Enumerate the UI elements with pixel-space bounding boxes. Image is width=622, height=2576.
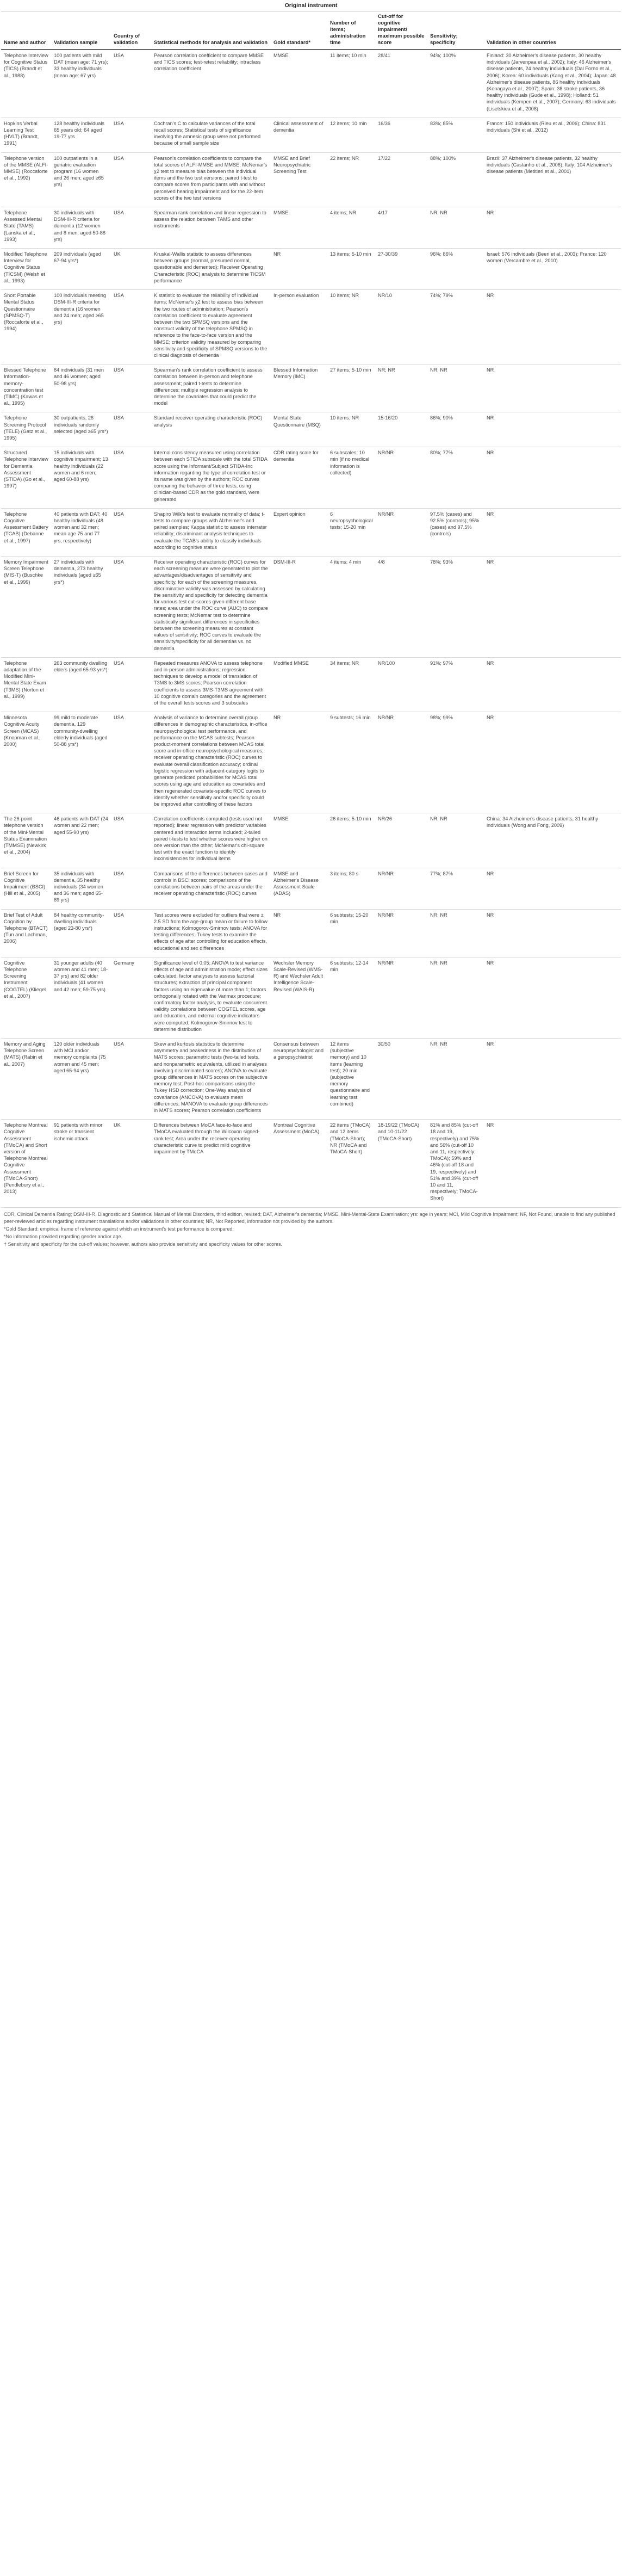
table-cell: Modified Telephone Interview for Cognitive Status (TICSM) (Welsh et al., 1993) bbox=[1, 249, 51, 290]
table-cell: Significance level of 0.05; ANOVA to test variance effects of age and administration mode; effect sizes calculated; factor analyses to assess factorial structures; extraction of principal component factors using an eigenvalue of more than 1; factors orthogonally rotated with the Varimax procedure; confirmatory factor analysis, to evaluate concurrent validity correlations between COGTEL scores, age and education, and external cognitive indicators were computed; Kolmogorov-Smirnov test to determine distribution bbox=[151, 957, 271, 1038]
table-row bbox=[1, 118, 621, 152]
table-row bbox=[1, 657, 621, 712]
table-cell: 16/36 bbox=[375, 118, 427, 152]
table-cell: NR/10 bbox=[375, 290, 427, 365]
table-cell: NR; NR bbox=[427, 365, 484, 412]
table-body bbox=[1, 50, 621, 1207]
table-cell: 97.5% (cases) and 92.5% (controls); 95% (cases) and 97.5% (controls) bbox=[427, 508, 484, 556]
table-cell: France: 150 individuals (Rieu et al., 2006); China: 831 individuals (Shi et al., 2012) bbox=[484, 118, 621, 152]
table-cell: USA bbox=[111, 50, 151, 118]
table-cell: NR/NR bbox=[375, 508, 427, 556]
table-cell: 30 outpatients, 26 individuals randomly selected (aged ≥65 yrs*) bbox=[51, 412, 111, 447]
table-cell: 12 items (subjective memory) and 10 items (learning test); 20 min (subjective memory questionnaire and learning test combined) bbox=[327, 1039, 375, 1120]
table-cell: NR/NR bbox=[375, 909, 427, 957]
table-cell: USA bbox=[111, 868, 151, 909]
table-cell: Pearson correlation coefficient to compare MMSE and TICS scores; test-retest reliability; intraclass correlation coefficient bbox=[151, 50, 271, 118]
table-cell: Brief Test of Adult Cognition by Telephone (BTACT) (Tun and Lachman, 2006) bbox=[1, 909, 51, 957]
table-cell: USA bbox=[111, 118, 151, 152]
table-cell: NR bbox=[484, 657, 621, 712]
table-row bbox=[1, 1039, 621, 1120]
column-header: Statistical methods for analysis and validation bbox=[151, 11, 271, 50]
table-row bbox=[1, 290, 621, 365]
table-cell: 30/50 bbox=[375, 1039, 427, 1120]
table-cell: 120 older individuals with MCI and/or memory complaints (75 women and 45 men; aged 65-94 yrs) bbox=[51, 1039, 111, 1120]
table-cell: 13 items; 5-10 min bbox=[327, 249, 375, 290]
table-cell: MMSE bbox=[271, 50, 327, 118]
table-cell: 100 outpatients in a geriatric evaluation program (16 women and 26 men; aged ≥65 yrs) bbox=[51, 152, 111, 207]
table-cell: 28/41 bbox=[375, 50, 427, 118]
table-cell: USA bbox=[111, 712, 151, 813]
table-cell: 91%; 97% bbox=[427, 657, 484, 712]
table-cell: 128 healthy individuals 65 years old; 64 aged 19-77 yrs bbox=[51, 118, 111, 152]
table-cell: USA bbox=[111, 290, 151, 365]
table-cell: Blessed Telephone Information-memory-concentration test (TIMC) (Kawas et al., 1995) bbox=[1, 365, 51, 412]
table-cell: 17/22 bbox=[375, 152, 427, 207]
table-cell: NR bbox=[484, 412, 621, 447]
table-cell: 22 items; NR bbox=[327, 152, 375, 207]
table-cell: USA bbox=[111, 412, 151, 447]
table-row bbox=[1, 50, 621, 118]
table-cell: Blessed Information Memory (IMC) bbox=[271, 365, 327, 412]
table-cell: 15 individuals with cognitive impairment; 13 healthy individuals (22 women and 6 men; aged 60-88 yrs) bbox=[51, 447, 111, 509]
table-cell: Germany bbox=[111, 957, 151, 1038]
table-row bbox=[1, 152, 621, 207]
table-cell: DSM-III-R bbox=[271, 557, 327, 658]
footnote: † Sensitivity and specificity for the cut-off values; however, authors also provide sensitivity and specificity values for other scores. bbox=[4, 1241, 283, 1247]
table-cell: 3 items; 80 s bbox=[327, 868, 375, 909]
column-header: Gold standard* bbox=[271, 11, 327, 50]
table-cell: NR; NR bbox=[375, 365, 427, 412]
table-cell: Telephone adaptation of the Modified Mini-Mental State Exam (T3MS) (Norton et al., 1999) bbox=[1, 657, 51, 712]
table-cell: MMSE bbox=[271, 813, 327, 868]
table-cell: 27 individuals with dementia, 273 healthy individuals (aged ≥65 yrs*) bbox=[51, 557, 111, 658]
table-row bbox=[1, 868, 621, 909]
table-cell: Telephone Cognitive Assessment Battery (TCAB) (Debanne et al., 1997) bbox=[1, 508, 51, 556]
table-cell: Clinical assessment of dementia bbox=[271, 118, 327, 152]
table-cell: Brief Screen for Cognitive Impairment (BSCI) (Hill et al., 2005) bbox=[1, 868, 51, 909]
table-cell: NR; NR bbox=[427, 813, 484, 868]
table-cell: Telephone Screening Protocol (TELE) (Gatz et al., 1995) bbox=[1, 412, 51, 447]
table-cell: 86%; 90% bbox=[427, 412, 484, 447]
header-row bbox=[1, 11, 621, 50]
table-cell: NR bbox=[271, 909, 327, 957]
table-cell: Pearson's correlation coefficients to compare the total scores of ALFI-MMSE and MMSE; McNemar's χ2 test to measure bias between the individual items and the two test versions; paired t-test to compare scores from participants with and without perceived hearing impairment and for the 22-item scores of the two test versions bbox=[151, 152, 271, 207]
table-cell: 4/8 bbox=[375, 557, 427, 658]
table-cell: Telephone Assessed Mental State (TAMS) (Lanska et al., 1993) bbox=[1, 207, 51, 249]
table-cell: 96%; 86% bbox=[427, 249, 484, 290]
table-cell: MMSE bbox=[271, 207, 327, 249]
table-cell: 6 subscales; 10 min (if no medical information is collected) bbox=[327, 447, 375, 509]
table-cell: NR bbox=[271, 712, 327, 813]
table-cell: 27-30/39 bbox=[375, 249, 427, 290]
table-cell: 6 neuropsychological tests; 15-20 min bbox=[327, 508, 375, 556]
table-cell: Memory Impairment Screen Telephone (MIS-T) (Buschke et al., 1999) bbox=[1, 557, 51, 658]
table-cell: Differences between MoCA face-to-face and TMoCA evaluated through the Wilcoxon signed-rank test; Area under the receiver-operating characteristic curve to predict mild cognitive impairment by TMoCA bbox=[151, 1120, 271, 1207]
table-cell: Telephone version of the MMSE (ALFI-MMSE) (Roccaforte et al., 1992) bbox=[1, 152, 51, 207]
table-cell: Brazil: 37 Alzheimer's disease patients, 32 healthy individuals (Castanho et al., 2006); Italy: 104 Alzheimer's disease patients (Metitieri et al., 2001) bbox=[484, 152, 621, 207]
table-cell: Standard receiver operating characteristic (ROC) analysis bbox=[151, 412, 271, 447]
table-row bbox=[1, 813, 621, 868]
table-cell: NR; NR bbox=[427, 207, 484, 249]
table-cell: 22 items (TMoCA) and 12 items (TMoCA-Short); NR (TMoCA and TMoCA-Short) bbox=[327, 1120, 375, 1207]
table-cell: NR/26 bbox=[375, 813, 427, 868]
table-cell: 4 items; 4 min bbox=[327, 557, 375, 658]
table-cell: 15-16/20 bbox=[375, 412, 427, 447]
table-row bbox=[1, 412, 621, 447]
table-cell: Skew and kurtosis statistics to determine asymmetry and peakedness in the distribution of MATS scores; parametric tests (two-tailed tests, and nonparametric equivalents, utilized in analyses involving discriminated scores); ANOVA to evaluate group differences in MATS scores on the subjective memory test; Post-hoc comparisons using the Tukey HSD correction; One-Way analysis of covariance (ANCOVA) to evaluate mean differences; MANOVA to evaluate group differences in MATS scores; Pearson correlation coefficients bbox=[151, 1039, 271, 1120]
table-cell: Spearman rank correlation and linear regression to assess the relation between TAMS and other instruments bbox=[151, 207, 271, 249]
table-cell: 27 items; 5-10 min bbox=[327, 365, 375, 412]
table-cell: Hopkins Verbal Learning Test (HVLT) (Brandt, 1991) bbox=[1, 118, 51, 152]
table-cell: Wechsler Memory Scale-Revised (WMS-R) and Wechsler Adult Intelligence Scale-Revised (WAIS-R) bbox=[271, 957, 327, 1038]
table-cell: NR; NR bbox=[427, 957, 484, 1038]
table-cell: 12 items; 10 min bbox=[327, 118, 375, 152]
table-cell: Comparisons of the differences between cases and controls in BSCI scores; comparisons of the correlations between pairs of the areas under the receiver operating characteristic (ROC) curves bbox=[151, 868, 271, 909]
table-cell: NR bbox=[484, 290, 621, 365]
table-row bbox=[1, 207, 621, 249]
table-cell: USA bbox=[111, 813, 151, 868]
table-cell: 99 mild to moderate dementia, 129 community-dwelling elderly individuals (aged 50-88 yrs*) bbox=[51, 712, 111, 813]
table-cell: 18-19/22 (TMoCA) and 10-11/22 (TMoCA-Short) bbox=[375, 1120, 427, 1207]
table-cell: NR; NR bbox=[427, 1039, 484, 1120]
table-cell: 40 patients with DAT; 40 healthy individuals (48 women and 32 men; mean age 75 and 77 yrs, respectively) bbox=[51, 508, 111, 556]
table-cell: 6 subtests; 15-20 min bbox=[327, 909, 375, 957]
table-cell: NR bbox=[271, 249, 327, 290]
table-cell: Montreal Cognitive Assessment (MoCA) bbox=[271, 1120, 327, 1207]
table-cell: USA bbox=[111, 152, 151, 207]
table-cell: Cochran's C to calculate variances of the total recall scores; Statistical tests of significance involving the amnesic group were not performed because of small sample size bbox=[151, 118, 271, 152]
table-cell: 34 items; NR bbox=[327, 657, 375, 712]
table-cell: MMSE and Alzheimer's Disease Assessment Scale (ADAS) bbox=[271, 868, 327, 909]
table-cell: Short Portable Mental Status Questionnaire (SPMSQ-T) (Roccaforte et al., 1994) bbox=[1, 290, 51, 365]
table-cell: USA bbox=[111, 508, 151, 556]
table-cell: 30 individuals with DSM-III-R criteria for dementia (12 women and 8 men; aged 50-88 yrs) bbox=[51, 207, 111, 249]
table-cell: NR bbox=[484, 957, 621, 1038]
table-cell: NR bbox=[484, 557, 621, 658]
document bbox=[0, 0, 622, 1252]
table-cell: NR bbox=[484, 712, 621, 813]
table-row bbox=[1, 957, 621, 1038]
footnote: CDR, Clinical Dementia Rating; DSM-III-R, Diagnostic and Statistical Manual of Mental Disorders, third edition, revised; DAT, Alzheimer's dementia; MMSE, Mini-Mental-State Examination; yrs: age in years; MCI, Mild Cognitive Impairment; NF, Not Found, unable to find any published peer-reviewed articles regarding instrument translations and/or validations in other countries; NR, Not Reported, information not provided by the authors. bbox=[4, 1211, 615, 1224]
table-cell: NR bbox=[484, 1120, 621, 1207]
table-cell: Kruskal-Wallis statistic to assess differences between groups (normal, presumed normal, questionable and demented); Receiver Operating Characteristic (ROC) analysis to determine TICSM performance bbox=[151, 249, 271, 290]
table-cell: 35 individuals with dementia, 35 healthy individuals (34 women and 36 men; aged 65-89 yrs) bbox=[51, 868, 111, 909]
table-cell: CDR rating scale for dementia bbox=[271, 447, 327, 509]
table-cell: Mental State Questionnaire (MSQ) bbox=[271, 412, 327, 447]
table-cell: 88%; 100% bbox=[427, 152, 484, 207]
table-cell: 77%; 87% bbox=[427, 868, 484, 909]
table-row bbox=[1, 447, 621, 509]
table-cell: Memory and Aging Telephone Screen (MATS) (Rabin et al., 2007) bbox=[1, 1039, 51, 1120]
column-header: Sensitivity; specificity bbox=[427, 11, 484, 50]
table-cell: Finland: 30 Alzheimer's disease patients, 30 healthy individuals (Jarvenpaa et al., 2002); Italy: 46 Alzheimer's disease patients, 24 healthy individuals (Dal Forno et al., 2006); Korea: 60 individuals (Kang et al., 2004); Japan: 48 Alzheimer's disease patients, 86 healthy individuals (Konagaya et al., 2007); Spain: 38 stroke patients, 36 healthy individuals (Gude et al., 1998); Holland: 51 individuals (Kempen et al., 2007); Germany: 63 individuals (Lisetskiea et al., 2008) bbox=[484, 50, 621, 118]
table-cell: 94%; 100% bbox=[427, 50, 484, 118]
table-cell: NR bbox=[484, 508, 621, 556]
table-cell: 84 healthy community-dwelling individuals (aged 23-80 yrs*) bbox=[51, 909, 111, 957]
footnotes bbox=[1, 1208, 621, 1252]
table-cell: USA bbox=[111, 447, 151, 509]
table-cell: NR/NR bbox=[375, 447, 427, 509]
table-cell: Structured Telephone Interview for Dementia Assessment (STIDA) (Go et al., 1997) bbox=[1, 447, 51, 509]
table-cell: 209 individuals (aged 67-94 yrs*) bbox=[51, 249, 111, 290]
table-cell: China: 34 Alzheimer's disease patients, 31 healthy individuals (Wong and Fong, 2009) bbox=[484, 813, 621, 868]
column-header: Country of validation bbox=[111, 11, 151, 50]
table-cell: NR bbox=[484, 909, 621, 957]
table-row bbox=[1, 909, 621, 957]
table-cell: 83%; 85% bbox=[427, 118, 484, 152]
table-cell: NR bbox=[484, 868, 621, 909]
table-cell: 98%; 99% bbox=[427, 712, 484, 813]
column-header: Cut-off for cognitive impairment/ maximum possible score bbox=[375, 11, 427, 50]
table-cell: UK bbox=[111, 249, 151, 290]
table-cell: USA bbox=[111, 1039, 151, 1120]
table-row bbox=[1, 508, 621, 556]
table-cell: 11 items; 10 min bbox=[327, 50, 375, 118]
column-header: Name and author bbox=[1, 11, 51, 50]
table-cell: NR bbox=[484, 207, 621, 249]
table-cell: Modified MMSE bbox=[271, 657, 327, 712]
table-cell: Internal consistency measured using correlation between each STIDA subscale with the total STIDA score using the Informant/Subject STIDA-Inc information regarding the type of correlation test or its name was given by the authors; ROC curves comparing the behavior of three tests, using clinician-based CDR as the gold standard, were generated bbox=[151, 447, 271, 509]
table-cell: Israel: 576 individuals (Beeri et al., 2003); France: 120 women (Vercambre et al., 2010) bbox=[484, 249, 621, 290]
table-cell: 9 subtests; 16 min bbox=[327, 712, 375, 813]
table-cell: Telephone Montreal Cognitive Assessment (TMoCA) and Short version of Telephone Montreal Cognitive Assessment (TMoCA-Short) (Pendlebury et al., 2013) bbox=[1, 1120, 51, 1207]
table-cell: NR bbox=[484, 1039, 621, 1120]
table-cell: Analysis of variance to determine overall group differences in demographic characteristics, in-office neuropsychological test performance, and performance on the MCAS subtests; Pearson product-moment correlations between MCAS total score and in-office neuropsychological measures; receiver operating characteristic (ROC) curves to evaluate overall classification accuracy; ordinal logistic regression with adjacent-category logits to generate predicted probabilities for MCAS total scores using age and education as covariates and then regenerated covariate-specific ROC curves to identify whether sensitivity and/or specificity could be improved after controlling of these factors bbox=[151, 712, 271, 813]
column-header: Number of items; administration time bbox=[327, 11, 375, 50]
instrument-table bbox=[1, 11, 621, 1208]
table-cell: 100 individuals meeting DSM-III-R criteria for dementia (16 women and 24 men; aged ≥65 yrs) bbox=[51, 290, 111, 365]
table-cell: K statistic to evaluate the reliability of individual items; McNemar's χ2 test to assess bias between the two routes of administration; Pearson's correlation coefficient to evaluate agreement between the two SPMSQ versions and the construct validity of the telephone SPMSQ in reference to the face-to-face version and the MMSE; criterion validity measured by comparing sensitivity and specificity of SPMSQ versions to the clinical diagnosis of dementia bbox=[151, 290, 271, 365]
table-cell: NR/NR bbox=[375, 712, 427, 813]
table-cell: 263 community dwelling elders (aged 65-93 yrs*) bbox=[51, 657, 111, 712]
table-cell: 6 subtests; 12-14 min bbox=[327, 957, 375, 1038]
table-cell: Minnesota Cognitive Acuity Screen (MCAS) (Knopman et al., 2000) bbox=[1, 712, 51, 813]
table-cell: 100 patients with mild DAT (mean age: 71 yrs); 33 healthy individuals (mean age: 67 yrs) bbox=[51, 50, 111, 118]
table-cell: Correlation coefficients computed (tests used not reported); linear regression with predictor variables centered and interaction terms included; 2-tailed paired t-tests to test whether scores were higher on one version than the other; McNemar's chi-square test with the exact function to identify inconsistencies for individual items bbox=[151, 813, 271, 868]
table-cell: MMSE and Brief Neuropsychiatric Screening Test bbox=[271, 152, 327, 207]
table-cell: USA bbox=[111, 909, 151, 957]
table-cell: 10 items; NR bbox=[327, 412, 375, 447]
table-cell: 4 items; NR bbox=[327, 207, 375, 249]
table-cell: In-person evaluation bbox=[271, 290, 327, 365]
table-cell: USA bbox=[111, 365, 151, 412]
table-cell: 4/17 bbox=[375, 207, 427, 249]
table-cell: USA bbox=[111, 657, 151, 712]
table-row bbox=[1, 365, 621, 412]
table-cell: The 26-point telephone version of the Mini-Mental Status Examination (TMMSE) (Newkirk et al., 2004) bbox=[1, 813, 51, 868]
table-cell: USA bbox=[111, 557, 151, 658]
footnote: *Gold Standard: empirical frame of reference against which an instrument's test performance is compared. bbox=[4, 1226, 234, 1232]
table-cell: Repeated measures ANOVA to assess telephone and in-person administrations; regression techniques to develop a model of translation of T3MS to 3MS scores; Pearson correlation coefficients to assess 3MS-T3MS agreement with 10 cognitive domain categories and the agreement of the overall tests scores and 3 subscales bbox=[151, 657, 271, 712]
table-cell: Telephone Interview for Cognitive Status (TICS) (Brandt et al., 1988) bbox=[1, 50, 51, 118]
table-cell: 10 items; NR bbox=[327, 290, 375, 365]
table-cell: 46 patients with DAT (24 women and 22 men; aged 55-90 yrs) bbox=[51, 813, 111, 868]
column-header: Validation sample bbox=[51, 11, 111, 50]
table-cell: NR/NR bbox=[375, 868, 427, 909]
table-cell: 81% and 85% (cut-off 18 and 19, respectively) and 75% and 56% (cut-off 10 and 11, respectively; TMoCA); 59% and 46% (cut-off 18 and 19, respectively) and 51% and 39% (cut-off 10 and 11, respectively; TMoCA-Short) bbox=[427, 1120, 484, 1207]
table-row bbox=[1, 249, 621, 290]
table-row bbox=[1, 712, 621, 813]
table-cell: Receiver operating characteristic (ROC) curves for each screening measure were generated to plot the advantages/disadvantages of sensitivity and specificity, for each of the screening measures, discriminative validity was assessed by calculating the sensitivity and specificity for detecting dementia for various test cut-scores given different base rates; area under the ROC curve (AUC) to compare screening tests; McNemar test to determine statistically significant differences in specificities between the screening measures at constant values of sensitivity; ROC curves to evaluate the sensitivity/specificity for all dementias vs. no dementia bbox=[151, 557, 271, 658]
table-cell: 91 patients with minor stroke or transient ischemic attack bbox=[51, 1120, 111, 1207]
table-cell: Test scores were excluded for outliers that were ± 2.5 SD from the age-group mean or failure to follow instructions; Kolmogorov-Smirnov tests; ANOVA for testing differences; Tukey tests to examine the effects of age after controlling for education effects, educational and sex differences bbox=[151, 909, 271, 957]
table-row bbox=[1, 1120, 621, 1207]
table-cell: 80%; 77% bbox=[427, 447, 484, 509]
table-cell: 84 individuals (31 men and 46 women; aged 50-98 yrs) bbox=[51, 365, 111, 412]
table-cell: NR bbox=[484, 365, 621, 412]
table-cell: Cognitive Telephone Screening Instrument (COGTEL) (Kliegel et al., 2007) bbox=[1, 957, 51, 1038]
table-cell: 74%; 79% bbox=[427, 290, 484, 365]
table-row bbox=[1, 557, 621, 658]
footnote: *No information provided regarding gender and/or age. bbox=[4, 1233, 123, 1239]
table-title: Original instrument bbox=[1, 0, 621, 11]
table-cell: Expert opinion bbox=[271, 508, 327, 556]
table-cell: 78%; 93% bbox=[427, 557, 484, 658]
table-cell: NR bbox=[484, 447, 621, 509]
table-cell: 31 younger adults (40 women and 41 men; 18-37 yrs) and 82 older individuals (41 women and 42 men; 59-75 yrs) bbox=[51, 957, 111, 1038]
table-cell: 26 items; 5-10 min bbox=[327, 813, 375, 868]
table-cell: USA bbox=[111, 207, 151, 249]
table-cell: Spearman's rank correlation coefficient to assess correlation between in-person and telephone assessment; paired t-tests to determine differences; multiple regression analysis to determine the covariates that could predict the model bbox=[151, 365, 271, 412]
table-cell: NR/100 bbox=[375, 657, 427, 712]
column-header: Validation in other countries bbox=[484, 11, 621, 50]
table-cell: NR; NR bbox=[427, 909, 484, 957]
table-cell: Consensus between neuropsychologist and a geropsychiatrist bbox=[271, 1039, 327, 1120]
table-cell: NR/NR bbox=[375, 957, 427, 1038]
table-cell: UK bbox=[111, 1120, 151, 1207]
table-cell: Shapiro Wilk's test to evaluate normality of data; t-tests to compare groups with Alzheimer's and paired samples; Kappa statistic to assess interrater reliability; discriminant analysis techniques to evaluate the TCAB's ability to classify individuals according to cognitive status bbox=[151, 508, 271, 556]
